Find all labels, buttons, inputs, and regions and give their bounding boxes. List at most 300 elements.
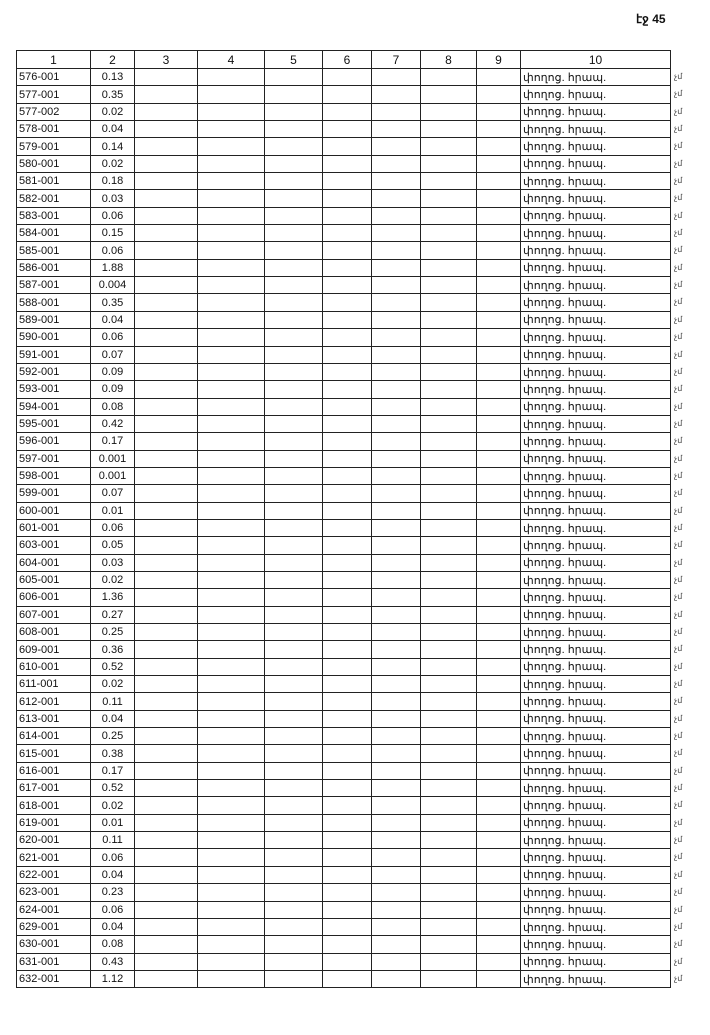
area-value: 0.23 — [91, 884, 135, 901]
empty-cell — [135, 450, 198, 467]
area-value: 0.001 — [91, 450, 135, 467]
empty-cell — [421, 832, 477, 849]
empty-cell — [198, 277, 265, 294]
empty-cell — [372, 554, 421, 571]
parcel-code: 577-001 — [17, 86, 91, 103]
empty-cell — [323, 363, 372, 380]
table-row — [17, 728, 671, 745]
parcel-code: 584-001 — [17, 225, 91, 242]
empty-cell — [477, 606, 521, 623]
empty-cell — [198, 728, 265, 745]
empty-cell — [421, 346, 477, 363]
empty-cell — [323, 693, 372, 710]
empty-cell — [372, 901, 421, 918]
area-value: 0.17 — [91, 762, 135, 779]
side-mark: չմ — [674, 141, 683, 151]
empty-cell — [323, 970, 372, 987]
empty-cell — [421, 173, 477, 190]
parcel-code: 589-001 — [17, 311, 91, 328]
side-mark: չմ — [674, 176, 683, 186]
empty-cell — [198, 155, 265, 172]
empty-cell — [265, 571, 323, 588]
empty-cell — [135, 329, 198, 346]
side-mark: չմ — [674, 522, 683, 532]
empty-cell — [135, 693, 198, 710]
empty-cell — [323, 658, 372, 675]
parcel-code: 614-001 — [17, 728, 91, 745]
empty-cell — [135, 311, 198, 328]
empty-cell — [265, 277, 323, 294]
empty-cell — [421, 780, 477, 797]
empty-cell — [323, 780, 372, 797]
empty-cell — [323, 571, 372, 588]
empty-cell — [372, 658, 421, 675]
empty-cell — [135, 814, 198, 831]
empty-cell — [372, 121, 421, 138]
table-row — [17, 207, 671, 224]
table-row — [17, 277, 671, 294]
parcel-code: 594-001 — [17, 398, 91, 415]
parcel-code: 624-001 — [17, 901, 91, 918]
empty-cell — [198, 745, 265, 762]
empty-cell — [477, 537, 521, 554]
empty-cell — [421, 207, 477, 224]
table-row — [17, 381, 671, 398]
side-mark: չմ — [674, 384, 683, 394]
land-use: փողոց. հրապ. — [521, 155, 671, 172]
parcel-code: 630-001 — [17, 936, 91, 953]
land-use: փողոց. հրապ. — [521, 86, 671, 103]
land-use: փողոց. հրապ. — [521, 970, 671, 987]
table-row — [17, 606, 671, 623]
empty-cell — [323, 589, 372, 606]
empty-cell — [421, 467, 477, 484]
side-mark: չմ — [674, 193, 683, 203]
table-row — [17, 69, 671, 86]
land-use: փողոց. հրապ. — [521, 173, 671, 190]
empty-cell — [372, 936, 421, 953]
empty-cell — [135, 589, 198, 606]
empty-cell — [372, 866, 421, 883]
empty-cell — [477, 346, 521, 363]
side-mark: չմ — [674, 800, 683, 810]
empty-cell — [477, 363, 521, 380]
empty-cell — [323, 537, 372, 554]
page-number: էջ 45 — [636, 12, 666, 26]
land-use: փողոց. հրապ. — [521, 190, 671, 207]
empty-cell — [421, 537, 477, 554]
parcel-code: 578-001 — [17, 121, 91, 138]
empty-cell — [323, 69, 372, 86]
empty-cell — [323, 936, 372, 953]
empty-cell — [198, 311, 265, 328]
empty-cell — [372, 780, 421, 797]
empty-cell — [421, 745, 477, 762]
land-use: փողոց. հրապ. — [521, 242, 671, 259]
empty-cell — [323, 762, 372, 779]
table-row — [17, 970, 671, 987]
area-value: 0.35 — [91, 294, 135, 311]
empty-cell — [198, 381, 265, 398]
side-mark: չմ — [674, 973, 683, 983]
parcel-code: 603-001 — [17, 537, 91, 554]
side-mark: չմ — [674, 904, 683, 914]
empty-cell — [198, 138, 265, 155]
empty-cell — [372, 693, 421, 710]
empty-cell — [421, 450, 477, 467]
empty-cell — [323, 797, 372, 814]
table-row — [17, 537, 671, 554]
empty-cell — [372, 467, 421, 484]
area-value: 0.05 — [91, 537, 135, 554]
empty-cell — [477, 329, 521, 346]
table-row — [17, 398, 671, 415]
area-value: 1.12 — [91, 970, 135, 987]
land-use: փողոց. հրապ. — [521, 225, 671, 242]
land-use: փողոց. հրապ. — [521, 814, 671, 831]
empty-cell — [135, 69, 198, 86]
parcel-code: 593-001 — [17, 381, 91, 398]
empty-cell — [372, 311, 421, 328]
empty-cell — [135, 606, 198, 623]
empty-cell — [265, 363, 323, 380]
empty-cell — [477, 242, 521, 259]
side-mark: չմ — [674, 280, 683, 290]
empty-cell — [421, 901, 477, 918]
parcel-code: 579-001 — [17, 138, 91, 155]
empty-cell — [372, 277, 421, 294]
empty-cell — [135, 884, 198, 901]
empty-cell — [477, 259, 521, 276]
empty-cell — [198, 537, 265, 554]
empty-cell — [372, 190, 421, 207]
empty-cell — [421, 502, 477, 519]
area-value: 0.08 — [91, 398, 135, 415]
land-use: փողոց. հրապ. — [521, 849, 671, 866]
parcel-code: 629-001 — [17, 918, 91, 935]
parcel-code: 600-001 — [17, 502, 91, 519]
empty-cell — [477, 710, 521, 727]
empty-cell — [421, 728, 477, 745]
empty-cell — [135, 519, 198, 536]
empty-cell — [372, 242, 421, 259]
empty-cell — [265, 311, 323, 328]
parcel-code: 618-001 — [17, 797, 91, 814]
empty-cell — [265, 537, 323, 554]
area-value: 0.52 — [91, 658, 135, 675]
empty-cell — [323, 467, 372, 484]
land-use: փողոց. հրապ. — [521, 554, 671, 571]
empty-cell — [265, 329, 323, 346]
empty-cell — [198, 866, 265, 883]
empty-cell — [198, 121, 265, 138]
empty-cell — [323, 311, 372, 328]
empty-cell — [421, 225, 477, 242]
empty-cell — [477, 693, 521, 710]
empty-cell — [477, 103, 521, 120]
parcel-code: 595-001 — [17, 415, 91, 432]
empty-cell — [421, 190, 477, 207]
area-value: 0.15 — [91, 225, 135, 242]
empty-cell — [477, 207, 521, 224]
area-value: 0.06 — [91, 329, 135, 346]
empty-cell — [323, 433, 372, 450]
land-use: փողոց. հրապ. — [521, 207, 671, 224]
area-value: 0.02 — [91, 155, 135, 172]
empty-cell — [265, 502, 323, 519]
area-value: 0.25 — [91, 624, 135, 641]
side-mark: չմ — [674, 505, 683, 515]
empty-cell — [265, 970, 323, 987]
area-value: 0.03 — [91, 554, 135, 571]
empty-cell — [198, 780, 265, 797]
empty-cell — [477, 866, 521, 883]
table-row — [17, 953, 671, 970]
parcel-code: 585-001 — [17, 242, 91, 259]
parcel-code: 610-001 — [17, 658, 91, 675]
area-value: 0.18 — [91, 173, 135, 190]
empty-cell — [477, 728, 521, 745]
empty-cell — [477, 814, 521, 831]
empty-cell — [421, 485, 477, 502]
empty-cell — [372, 814, 421, 831]
area-value: 0.38 — [91, 745, 135, 762]
side-mark: չմ — [674, 332, 683, 342]
parcel-code: 619-001 — [17, 814, 91, 831]
empty-cell — [372, 745, 421, 762]
empty-cell — [323, 502, 372, 519]
table-row — [17, 693, 671, 710]
empty-cell — [477, 641, 521, 658]
parcel-code: 580-001 — [17, 155, 91, 172]
land-use: փողոց. հրապ. — [521, 624, 671, 641]
empty-cell — [265, 485, 323, 502]
side-mark: չմ — [674, 852, 683, 862]
empty-cell — [265, 294, 323, 311]
empty-cell — [135, 86, 198, 103]
empty-cell — [198, 814, 265, 831]
empty-cell — [477, 849, 521, 866]
side-mark: չմ — [674, 817, 683, 827]
empty-cell — [421, 814, 477, 831]
side-mark: չմ — [674, 124, 683, 134]
table-row — [17, 467, 671, 484]
empty-cell — [372, 519, 421, 536]
side-mark: չմ — [674, 418, 683, 428]
empty-cell — [135, 953, 198, 970]
empty-cell — [421, 363, 477, 380]
empty-cell — [372, 537, 421, 554]
empty-cell — [421, 69, 477, 86]
area-value: 0.001 — [91, 467, 135, 484]
land-use: փողոց. հրապ. — [521, 329, 671, 346]
table-row — [17, 138, 671, 155]
empty-cell — [421, 918, 477, 935]
table-row — [17, 86, 671, 103]
column-header: 3 — [135, 51, 198, 69]
empty-cell — [135, 537, 198, 554]
empty-cell — [198, 433, 265, 450]
empty-cell — [323, 953, 372, 970]
empty-cell — [265, 918, 323, 935]
empty-cell — [477, 415, 521, 432]
table-row — [17, 571, 671, 588]
empty-cell — [477, 277, 521, 294]
empty-cell — [198, 346, 265, 363]
empty-cell — [135, 415, 198, 432]
empty-cell — [477, 155, 521, 172]
table-row — [17, 918, 671, 935]
empty-cell — [265, 121, 323, 138]
empty-cell — [372, 502, 421, 519]
parcel-code: 608-001 — [17, 624, 91, 641]
empty-cell — [372, 103, 421, 120]
empty-cell — [372, 624, 421, 641]
empty-cell — [477, 780, 521, 797]
header-row — [17, 51, 671, 69]
parcel-code: 597-001 — [17, 450, 91, 467]
side-mark: չմ — [674, 210, 683, 220]
land-use: փողոց. հրապ. — [521, 936, 671, 953]
area-value: 0.02 — [91, 797, 135, 814]
empty-cell — [372, 381, 421, 398]
empty-cell — [198, 624, 265, 641]
empty-cell — [198, 641, 265, 658]
column-header: 8 — [421, 51, 477, 69]
column-header: 1 — [17, 51, 91, 69]
empty-cell — [323, 121, 372, 138]
side-mark: չմ — [674, 436, 683, 446]
empty-cell — [198, 519, 265, 536]
land-use: փողոց. հրապ. — [521, 450, 671, 467]
area-value: 0.04 — [91, 710, 135, 727]
empty-cell — [265, 589, 323, 606]
table-row — [17, 173, 671, 190]
empty-cell — [135, 294, 198, 311]
empty-cell — [421, 86, 477, 103]
table-row — [17, 433, 671, 450]
parcel-code: 615-001 — [17, 745, 91, 762]
empty-cell — [198, 225, 265, 242]
empty-cell — [323, 173, 372, 190]
parcel-code: 613-001 — [17, 710, 91, 727]
empty-cell — [323, 103, 372, 120]
empty-cell — [198, 103, 265, 120]
empty-cell — [323, 207, 372, 224]
area-value: 0.08 — [91, 936, 135, 953]
side-mark: չմ — [674, 540, 683, 550]
parcel-code: 616-001 — [17, 762, 91, 779]
side-mark: չմ — [674, 921, 683, 931]
empty-cell — [198, 398, 265, 415]
empty-cell — [477, 884, 521, 901]
empty-cell — [421, 571, 477, 588]
empty-cell — [265, 86, 323, 103]
side-mark: չմ — [674, 609, 683, 619]
area-value: 0.07 — [91, 485, 135, 502]
empty-cell — [265, 346, 323, 363]
empty-cell — [198, 901, 265, 918]
area-value: 0.52 — [91, 780, 135, 797]
land-use: փողոց. հրապ. — [521, 728, 671, 745]
land-use: փողոց. հրապ. — [521, 259, 671, 276]
column-header: 2 — [91, 51, 135, 69]
empty-cell — [135, 433, 198, 450]
empty-cell — [135, 780, 198, 797]
empty-cell — [135, 571, 198, 588]
side-mark: չմ — [674, 713, 683, 723]
empty-cell — [477, 502, 521, 519]
area-value: 0.42 — [91, 415, 135, 432]
empty-cell — [421, 710, 477, 727]
parcel-code: 622-001 — [17, 866, 91, 883]
parcel-table — [16, 50, 671, 988]
empty-cell — [198, 832, 265, 849]
table-row — [17, 155, 671, 172]
area-value: 0.06 — [91, 242, 135, 259]
empty-cell — [421, 762, 477, 779]
empty-cell — [198, 571, 265, 588]
side-mark: չմ — [674, 574, 683, 584]
table-row — [17, 832, 671, 849]
parcel-code: 599-001 — [17, 485, 91, 502]
empty-cell — [421, 849, 477, 866]
table-row — [17, 936, 671, 953]
empty-cell — [323, 606, 372, 623]
side-mark: չմ — [674, 158, 683, 168]
area-value: 0.04 — [91, 918, 135, 935]
empty-cell — [265, 797, 323, 814]
land-use: փողոց. հրապ. — [521, 398, 671, 415]
side-mark: չմ — [674, 835, 683, 845]
empty-cell — [323, 676, 372, 693]
land-use: փողոց. հրապ. — [521, 519, 671, 536]
side-mark: չմ — [674, 366, 683, 376]
empty-cell — [421, 259, 477, 276]
side-mark: չմ — [674, 72, 683, 81]
empty-cell — [477, 658, 521, 675]
empty-cell — [372, 155, 421, 172]
parcel-code: 596-001 — [17, 433, 91, 450]
land-use: փողոց. հրապ. — [521, 589, 671, 606]
empty-cell — [198, 190, 265, 207]
empty-cell — [135, 381, 198, 398]
empty-cell — [198, 953, 265, 970]
empty-cell — [265, 138, 323, 155]
parcel-code: 609-001 — [17, 641, 91, 658]
table-row — [17, 190, 671, 207]
empty-cell — [135, 225, 198, 242]
empty-cell — [477, 624, 521, 641]
empty-cell — [135, 485, 198, 502]
empty-cell — [323, 242, 372, 259]
empty-cell — [477, 467, 521, 484]
area-value: 0.03 — [91, 190, 135, 207]
empty-cell — [198, 693, 265, 710]
empty-cell — [135, 346, 198, 363]
empty-cell — [372, 953, 421, 970]
area-value: 0.11 — [91, 693, 135, 710]
table-row — [17, 745, 671, 762]
empty-cell — [323, 884, 372, 901]
empty-cell — [198, 658, 265, 675]
empty-cell — [477, 676, 521, 693]
table-row — [17, 485, 671, 502]
area-value: 0.25 — [91, 728, 135, 745]
area-value: 1.36 — [91, 589, 135, 606]
empty-cell — [477, 485, 521, 502]
empty-cell — [265, 936, 323, 953]
